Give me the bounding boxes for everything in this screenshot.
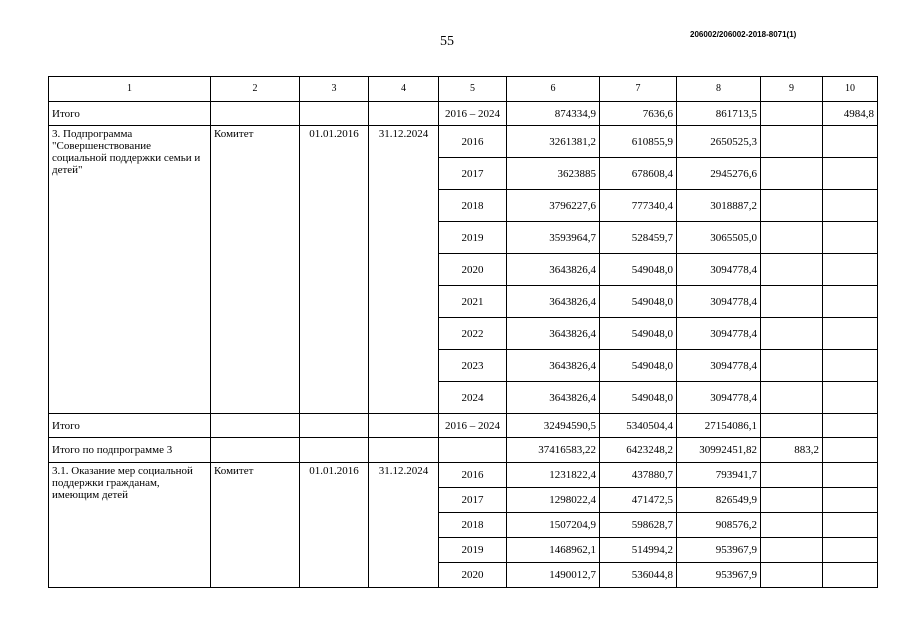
header-cell: 7 (600, 77, 677, 102)
value-cell: 549048,0 (600, 350, 677, 382)
table-cell (823, 488, 878, 513)
table-cell (300, 414, 369, 438)
value-cell: 549048,0 (600, 286, 677, 318)
value-cell: 1490012,7 (507, 563, 600, 588)
table-cell (761, 286, 823, 318)
value-cell: 3643826,4 (507, 382, 600, 414)
header-cell: 9 (761, 77, 823, 102)
value-cell: 3094778,4 (677, 382, 761, 414)
table-cell (761, 126, 823, 158)
value-cell: 3796227,6 (507, 190, 600, 222)
year-cell: 2020 (439, 254, 507, 286)
header-cell: 4 (369, 77, 439, 102)
value-cell: 32494590,5 (507, 414, 600, 438)
table-cell (823, 513, 878, 538)
table-cell (300, 438, 369, 463)
header-cell: 10 (823, 77, 878, 102)
value-cell: 3094778,4 (677, 318, 761, 350)
table-cell (823, 222, 878, 254)
table-cell (823, 126, 878, 158)
executor-cell: Комитет (211, 126, 300, 414)
period-cell: 2016 – 2024 (439, 414, 507, 438)
table-cell (211, 438, 300, 463)
table-cell (823, 563, 878, 588)
table-cell (761, 254, 823, 286)
table-cell (823, 350, 878, 382)
value-cell: 2945276,6 (677, 158, 761, 190)
value-cell: 528459,7 (600, 222, 677, 254)
header-cell: 2 (211, 77, 300, 102)
year-cell: 2018 (439, 190, 507, 222)
header-cell: 8 (677, 77, 761, 102)
year-cell: 2019 (439, 222, 507, 254)
year-cell: 2023 (439, 350, 507, 382)
value-cell: 610855,9 (600, 126, 677, 158)
header-cell: 5 (439, 77, 507, 102)
value-cell: 3065505,0 (677, 222, 761, 254)
table-cell (823, 438, 878, 463)
value-cell: 3643826,4 (507, 350, 600, 382)
table-cell (761, 488, 823, 513)
value-cell: 953967,9 (677, 538, 761, 563)
value-cell: 3018887,2 (677, 190, 761, 222)
value-cell: 3623885 (507, 158, 600, 190)
value-cell: 3094778,4 (677, 286, 761, 318)
table-cell (211, 102, 300, 126)
table-cell (761, 538, 823, 563)
table-cell (823, 286, 878, 318)
value-cell: 549048,0 (600, 254, 677, 286)
year-cell: 2018 (439, 513, 507, 538)
header-cell: 6 (507, 77, 600, 102)
value-cell: 3094778,4 (677, 350, 761, 382)
value-cell: 883,2 (761, 438, 823, 463)
header-cell: 1 (49, 77, 211, 102)
year-cell: 2024 (439, 382, 507, 414)
start-date-cell: 01.01.2016 (300, 463, 369, 588)
table-cell (761, 382, 823, 414)
table-row (49, 438, 878, 463)
value-cell: 953967,9 (677, 563, 761, 588)
value-cell: 826549,9 (677, 488, 761, 513)
value-cell: 536044,8 (600, 563, 677, 588)
year-cell: 2022 (439, 318, 507, 350)
table-cell (823, 190, 878, 222)
executor-cell: Комитет (211, 463, 300, 588)
value-cell: 549048,0 (600, 382, 677, 414)
table-cell (211, 414, 300, 438)
value-cell: 3643826,4 (507, 286, 600, 318)
table-cell (823, 382, 878, 414)
table-cell (369, 414, 439, 438)
value-cell: 793941,7 (677, 463, 761, 488)
table-cell (761, 350, 823, 382)
year-cell: 2017 (439, 488, 507, 513)
value-cell: 514994,2 (600, 538, 677, 563)
table-cell (369, 102, 439, 126)
table-row (49, 414, 878, 438)
table-cell (761, 318, 823, 350)
table-cell (761, 102, 823, 126)
measure-label: 3.1. Оказание мер социальной поддержки гражданам, имеющим детей (49, 463, 211, 588)
value-cell: 3643826,4 (507, 254, 600, 286)
table-row (49, 126, 878, 158)
table-cell (823, 463, 878, 488)
value-cell: 3643826,4 (507, 318, 600, 350)
table-cell (761, 563, 823, 588)
year-cell: 2020 (439, 563, 507, 588)
start-date-cell: 01.01.2016 (300, 126, 369, 414)
table-cell (823, 414, 878, 438)
year-cell: 2017 (439, 158, 507, 190)
value-cell: 7636,6 (600, 102, 677, 126)
table-cell (369, 438, 439, 463)
value-cell: 37416583,22 (507, 438, 600, 463)
header-row (49, 77, 878, 102)
table-cell (300, 102, 369, 126)
value-cell: 678608,4 (600, 158, 677, 190)
table-row (49, 463, 878, 488)
table-cell (761, 513, 823, 538)
value-cell: 874334,9 (507, 102, 600, 126)
year-cell: 2016 (439, 126, 507, 158)
table-cell (761, 158, 823, 190)
table-cell (761, 190, 823, 222)
page-number: 55 (440, 34, 454, 49)
table-cell (823, 254, 878, 286)
table-cell (439, 438, 507, 463)
document-id: 206002/206002-2018-8071(1) (690, 30, 797, 39)
value-cell: 30992451,82 (677, 438, 761, 463)
value-cell: 5340504,4 (600, 414, 677, 438)
value-cell: 908576,2 (677, 513, 761, 538)
year-cell: 2016 (439, 463, 507, 488)
value-cell: 3094778,4 (677, 254, 761, 286)
value-cell: 1231822,4 (507, 463, 600, 488)
value-cell: 777340,4 (600, 190, 677, 222)
value-cell: 2650525,3 (677, 126, 761, 158)
row-label: Итого (49, 414, 211, 438)
value-cell: 27154086,1 (677, 414, 761, 438)
value-cell: 437880,7 (600, 463, 677, 488)
value-cell: 549048,0 (600, 318, 677, 350)
end-date-cell: 31.12.2024 (369, 463, 439, 588)
table-row (49, 102, 878, 126)
subprogram-label: 3. Подпрограмма "Совершенствование социальной поддержки семьи и детей" (49, 126, 211, 414)
year-cell: 2019 (439, 538, 507, 563)
value-cell: 6423248,2 (600, 438, 677, 463)
value-cell: 861713,5 (677, 102, 761, 126)
table-cell (761, 414, 823, 438)
value-cell: 3261381,2 (507, 126, 600, 158)
period-cell: 2016 – 2024 (439, 102, 507, 126)
year-cell: 2021 (439, 286, 507, 318)
row-label: Итого по подпрограмме 3 (49, 438, 211, 463)
value-cell: 598628,7 (600, 513, 677, 538)
table-cell (761, 463, 823, 488)
value-cell: 471472,5 (600, 488, 677, 513)
header-cell: 3 (300, 77, 369, 102)
budget-table (48, 76, 878, 588)
table-cell (823, 538, 878, 563)
table-cell (823, 158, 878, 190)
end-date-cell: 31.12.2024 (369, 126, 439, 414)
value-cell: 1468962,1 (507, 538, 600, 563)
value-cell: 1298022,4 (507, 488, 600, 513)
table-cell (823, 318, 878, 350)
value-cell: 3593964,7 (507, 222, 600, 254)
value-cell: 1507204,9 (507, 513, 600, 538)
row-label: Итого (49, 102, 211, 126)
value-cell: 4984,8 (823, 102, 878, 126)
table-cell (761, 222, 823, 254)
